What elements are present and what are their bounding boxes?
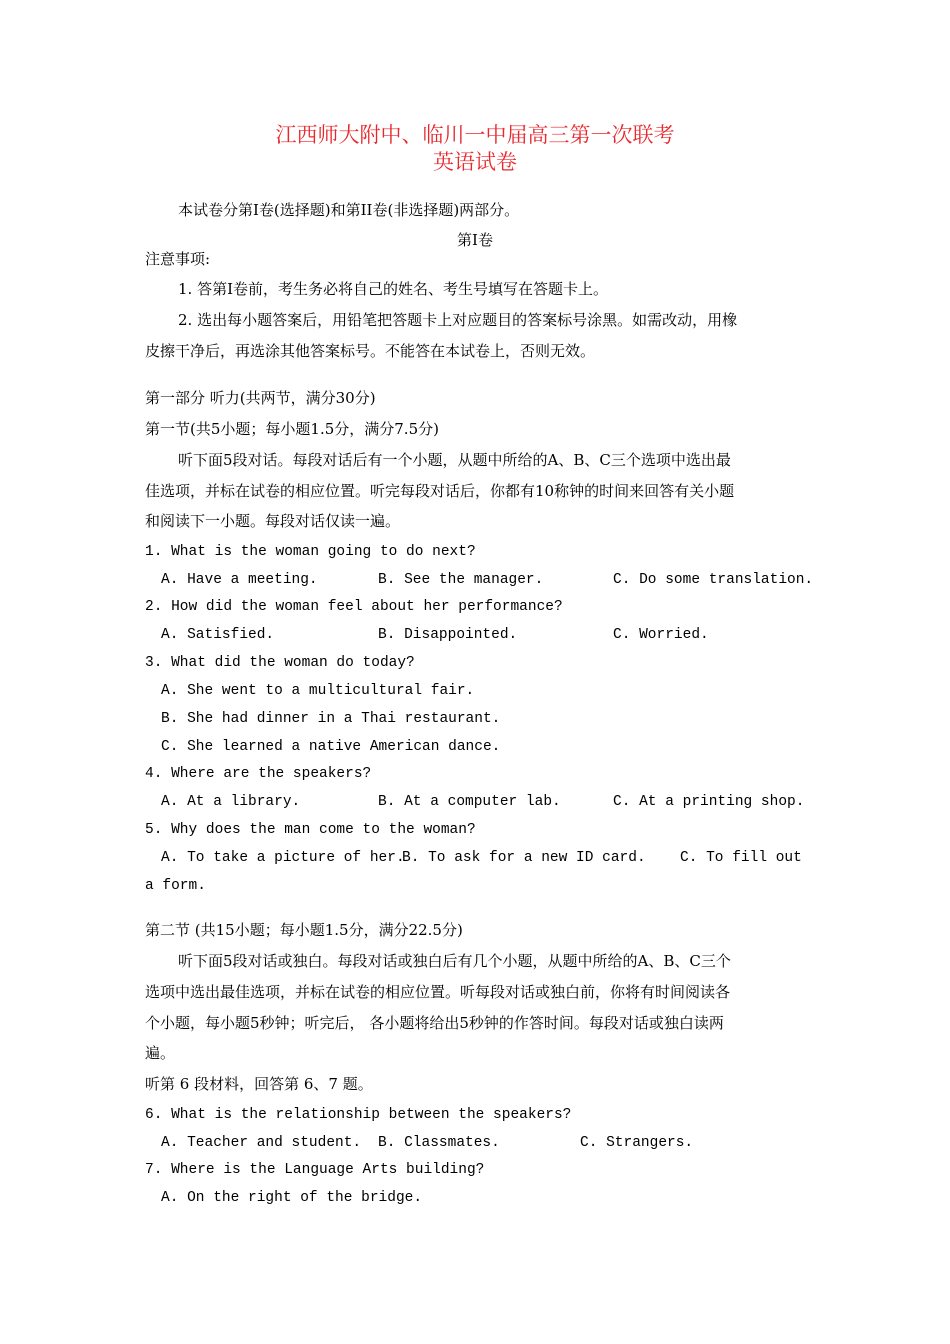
section1-instructions-line1: 听下面5段对话。每段对话后有一个小题，从题中所给的A、B、C三个选项中选出最: [178, 451, 731, 469]
intro-text: 本试卷分第Ⅰ卷(选择题)和第II卷(非选择题)两部分。: [178, 201, 520, 219]
question-3-option-c: C. She learned a native American dance.: [161, 739, 501, 755]
question-1-option-a: A. Have a meeting.: [161, 572, 318, 588]
section2-instructions-line3: 个小题，每小题5秒钟；听完后， 各小题将给出5秒钟的作答时间。每段对话或独白读两: [145, 1014, 724, 1032]
question-5-option-a: A. To take a picture of her.: [161, 850, 405, 866]
question-1-option-b: B. See the manager.: [378, 572, 544, 588]
question-4-option-b: B. At a computer lab.: [378, 794, 561, 810]
notice-item-1: 1. 答第Ⅰ卷前，考生务必将自己的姓名、考生号填写在答题卡上。: [178, 280, 609, 298]
question-6-stem: 6. What is the relationship between the speakers?: [145, 1107, 572, 1123]
question-1-stem: 1. What is the woman going to do next?: [145, 544, 476, 560]
question-5-stem: 5. Why does the man come to the woman?: [145, 822, 476, 838]
section1-heading: 第一节(共5小题；每小题1.5分，满分7.5分): [145, 420, 439, 438]
exam-title: 江西师大附中、临川一中届高三第一次联考: [275, 123, 675, 147]
section2-instructions-line4: 遍。: [145, 1044, 176, 1062]
section2-instructions-line2: 选项中选出最佳选项，并标在试卷的相应位置。听每段对话或独白前，你将有时间阅读各: [145, 983, 731, 1001]
question-3-stem: 3. What did the woman do today?: [145, 655, 415, 671]
notice-item-2-line2: 皮擦干净后，再选涂其他答案标号。不能答在本试卷上，否则无效。: [145, 342, 596, 360]
question-5-option-c-continued: a form.: [145, 878, 206, 894]
part1-heading: 第一部分 听力(共两节，满分30分): [145, 389, 376, 407]
question-1-option-c: C. Do some translation.: [613, 572, 814, 588]
question-3-option-b: B. She had dinner in a Thai restaurant.: [161, 711, 501, 727]
question-2-stem: 2. How did the woman feel about her performance?: [145, 599, 563, 615]
question-7-option-a: A. On the right of the bridge.: [161, 1190, 423, 1206]
section2-heading: 第二节 (共15小题；每小题1.5分，满分22.5分): [145, 921, 463, 939]
question-4-option-c: C. At a printing shop.: [613, 794, 805, 810]
exam-subtitle: 英语试卷: [433, 150, 517, 174]
notice-item-2-line1: 2. 选出每小题答案后，用铅笔把答题卡上对应题目的答案标号涂黑。如需改动，用橡: [178, 311, 738, 329]
question-6-option-c: C. Strangers.: [580, 1135, 694, 1151]
question-7-stem: 7. Where is the Language Arts building?: [145, 1162, 485, 1178]
question-2-option-a: A. Satisfied.: [161, 627, 275, 643]
question-3-option-a: A. She went to a multicultural fair.: [161, 683, 475, 699]
question-2-option-c: C. Worried.: [613, 627, 709, 643]
question-4-stem: 4. Where are the speakers?: [145, 766, 372, 782]
question-4-option-a: A. At a library.: [161, 794, 301, 810]
section2-instructions-line1: 听下面5段对话或独白。每段对话或独白后有几个小题，从题中所给的A、B、C三个: [178, 952, 731, 970]
volume-heading: 第Ⅰ卷: [457, 231, 493, 249]
question-6-option-a: A. Teacher and student.: [161, 1135, 362, 1151]
notice-heading: 注意事项:: [145, 250, 211, 268]
question-5-option-c: C. To fill out: [680, 850, 802, 866]
section1-instructions-line3: 和阅读下一小题。每段对话仅读一遍。: [145, 512, 401, 530]
section1-instructions-line2: 佳选项，并标在试卷的相应位置。听完每段对话后，你都有10称钟的时间来回答有关小题: [145, 482, 735, 500]
material-6-heading: 听第 6 段材料，回答第 6、7 题。: [145, 1075, 373, 1093]
question-2-option-b: B. Disappointed.: [378, 627, 518, 643]
question-6-option-b: B. Classmates.: [378, 1135, 500, 1151]
question-5-option-b: B. To ask for a new ID card.: [402, 850, 646, 866]
